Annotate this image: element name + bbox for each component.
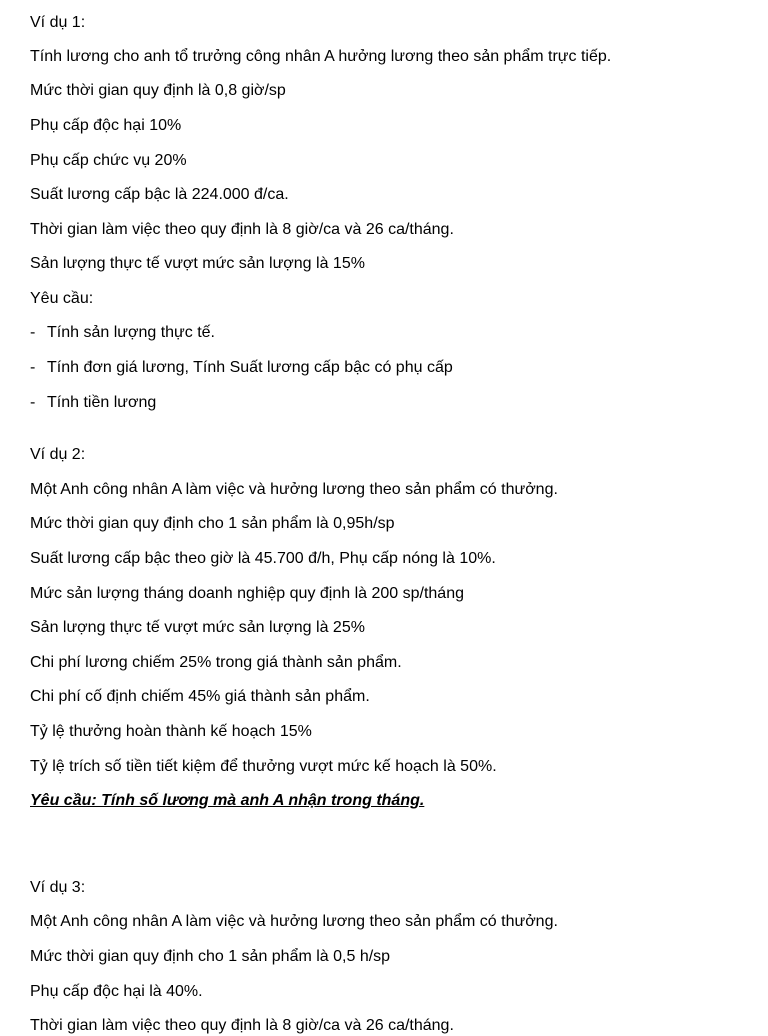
bullet-dash: - [30, 324, 36, 341]
example2-line: Chi phí cố định chiếm 45% giá thành sản phẩm. [30, 688, 370, 705]
bullet-dash: - [30, 394, 36, 411]
example1-bullet-item [30, 393, 156, 413]
example1-line: Tính lương cho anh tổ trưởng công nhân A hưởng lương theo sản phẩm trực tiếp. [30, 48, 612, 65]
example3-line: Một Anh công nhân A làm việc và hưởng lương theo sản phẩm có thưởng. [30, 913, 558, 930]
example1-bullet-item [30, 358, 453, 378]
example1-bullet-item [30, 323, 215, 343]
example3-line: Mức thời gian quy định cho 1 sản phẩm là 0,5 h/sp [30, 948, 391, 965]
example1-line: Mức thời gian quy định là 0,8 giờ/sp [30, 82, 286, 99]
example2-heading: Ví dụ 2: [30, 446, 86, 463]
example2-line: Tỷ lệ thưởng hoàn thành kế hoạch 15% [30, 723, 312, 740]
example1-line: Phụ cấp độc hại 10% [30, 117, 182, 134]
example2-line: Mức sản lượng tháng doanh nghiệp quy định là 200 sp/tháng [30, 585, 464, 602]
example2-line: Tỷ lệ trích số tiền tiết kiệm để thưởng vượt mức kế hoạch là 50%. [30, 758, 497, 775]
example1-line: Yêu cầu: [30, 290, 94, 307]
bullet-text: Tính tiền lương [47, 394, 157, 411]
example2-line: Sản lượng thực tế vượt mức sản lượng là 25% [30, 619, 365, 636]
example1-line: Sản lượng thực tế vượt mức sản lượng là 15% [30, 255, 365, 272]
example1-line: Thời gian làm việc theo quy định là 8 giờ/ca và 26 ca/tháng. [30, 221, 454, 238]
example2-line: Suất lương cấp bậc theo giờ là 45.700 đ/h, Phụ cấp nóng là 10%. [30, 550, 496, 567]
example3-heading: Ví dụ 3: [30, 879, 86, 896]
example2-line: Một Anh công nhân A làm việc và hưởng lương theo sản phẩm có thưởng. [30, 481, 558, 498]
bullet-text: Tính sản lượng thực tế. [47, 324, 215, 341]
example2-line: Chi phí lương chiếm 25% trong giá thành sản phẩm. [30, 654, 402, 671]
example3-line: Thời gian làm việc theo quy định là 8 giờ/ca và 26 ca/tháng. [30, 1017, 454, 1034]
example1-line: Suất lương cấp bậc là 224.000 đ/ca. [30, 186, 289, 203]
example2-line: Mức thời gian quy định cho 1 sản phẩm là 0,95h/sp [30, 515, 395, 532]
example1-line: Phụ cấp chức vụ 20% [30, 152, 187, 169]
bullet-text: Tính đơn giá lương, Tính Suất lương cấp bậc có phụ cấp [47, 359, 453, 376]
example3-line: Phụ cấp độc hại là 40%. [30, 983, 203, 1000]
bullet-dash: - [30, 359, 36, 376]
example2-requirement: Yêu cầu: Tính số lương mà anh A nhận trong tháng. [30, 792, 425, 809]
example1-heading: Ví dụ 1: [30, 14, 86, 31]
